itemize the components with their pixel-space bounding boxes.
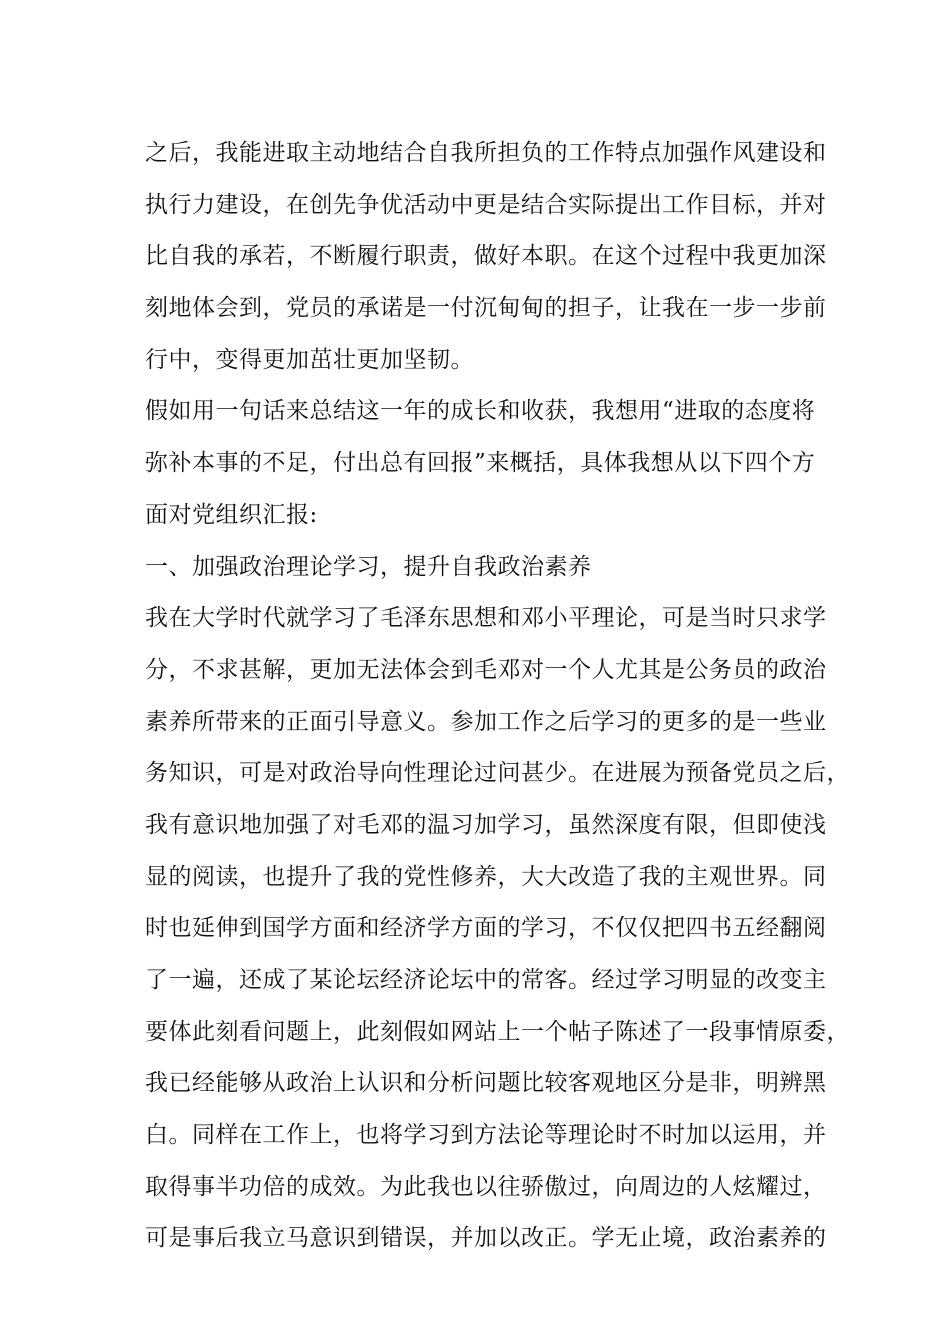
text-line: 假如用一句话来总结这一年的成长和收获，我想用“进取的态度将 <box>145 398 816 425</box>
text-line: 取得事半功倍的成效。为此我也以往骄傲过，向周边的人炫耀过， <box>145 1173 827 1200</box>
text-line: 务知识，可是对政治导向性理论过问甚少。在进展为预备党员之后， <box>145 760 850 787</box>
text-line: 我有意识地加强了对毛邓的温习加学习，虽然深度有限，但即使浅 <box>145 811 827 838</box>
text-line: 时也延伸到国学方面和经济学方面的学习，不仅仅把四书五经翻阅 <box>145 915 827 942</box>
text-line: 白。同样在工作上，也将学习到方法论等理论时不时加以运用，并 <box>145 1122 827 1149</box>
text-line: 素养所带来的正面引导意义。参加工作之后学习的更多的是一些业 <box>145 708 827 735</box>
text-line: 显的阅读，也提升了我的党性修养，大大改造了我的主观世界。同 <box>145 863 827 890</box>
text-line: 弥补本事的不足，付出总有回报”来概括，具体我想从以下四个方 <box>145 450 816 477</box>
text-line: 分，不求甚解，更加无法体会到毛邓对一个人尤其是公务员的政治 <box>145 656 827 683</box>
text-line: 面对党组织汇报: <box>145 501 318 528</box>
text-line: 刻地体会到，党员的承诺是一付沉甸甸的担子，让我在一步一步前 <box>145 295 827 322</box>
text-line: 我已经能够从政治上认识和分析问题比较客观地区分是非，明辨黑 <box>145 1070 827 1097</box>
text-line: 要体此刻看问题上，此刻假如网站上一个帖子陈述了一段事情原委， <box>145 1018 850 1045</box>
text-line: 我在大学时代就学习了毛泽东思想和邓小平理论，可是当时只求学 <box>145 605 827 632</box>
text-line: 行中，变得更加茁壮更加坚韧。 <box>145 346 474 373</box>
text-line: 比自我的承若，不断履行职责，做好本职。在这个过程中我更加深 <box>145 243 827 270</box>
section-heading: 一、加强政治理论学习，提升自我政治素养 <box>145 553 592 580</box>
text-line: 可是事后我立马意识到错误，并加以改正。学无止境，政治素养的 <box>145 1225 827 1252</box>
text-line: 之后，我能进取主动地结合自我所担负的工作特点加强作风建设和 <box>145 140 827 166</box>
text-line: 了一遍，还成了某论坛经济论坛中的常客。经过学习明显的改变主 <box>145 967 827 993</box>
text-line: 执行力建设，在创先争优活动中更是结合实际提出工作目标，并对 <box>145 191 827 218</box>
document-body <box>145 128 850 1265</box>
